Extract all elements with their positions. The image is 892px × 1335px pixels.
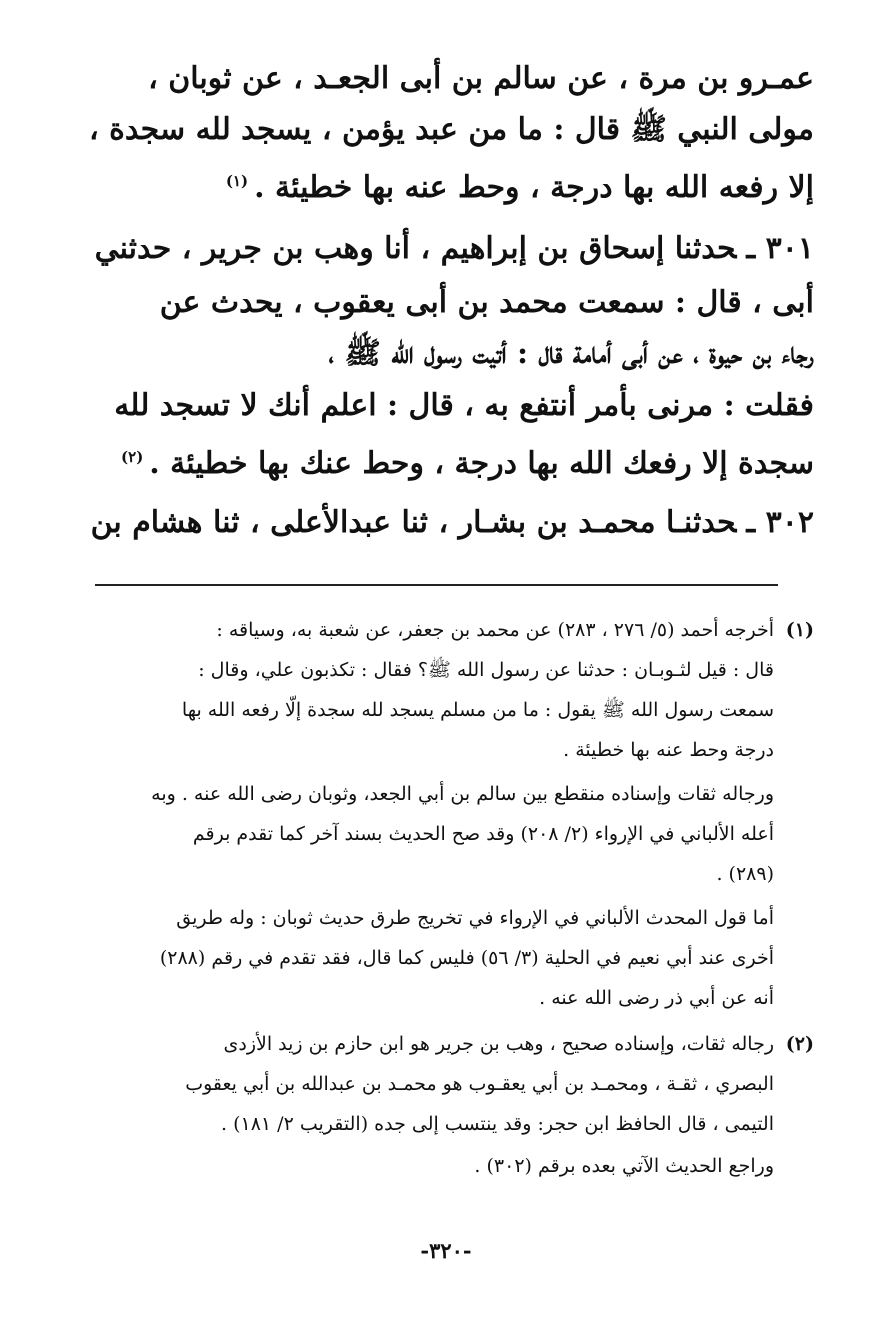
text-line	[226, 158, 814, 211]
footnote-2-first-line	[224, 1028, 815, 1060]
footnote-line: البصري ، ثقـة ، ومحمـد بن أبي يعقـوب هو محمـد بن عبدالله بن أبي يعقوب	[185, 1073, 774, 1095]
footnote-ref-2: (٢)	[121, 448, 144, 466]
footnote-line: أخرى عند أبي نعيم في الحلية (٣/ ٥٦) فليس كما قال، فقد تقدم في رقم (٢٨٨)	[159, 947, 774, 969]
hadith-number: ٣٠٢ ـ	[746, 505, 814, 540]
footnote-text: أخرجه أحمد (٥/ ٢٧٦ ، ٢٨٣) عن محمد بن جعفر، عن شعبة به، وسياقه :	[216, 619, 774, 641]
footnote-line: التيمى ، قال الحافظ ابن حجر: وقد ينتسب إلى جده (التقريب ٢/ ١٨١) .	[221, 1113, 774, 1135]
hadith-301-first-line	[95, 226, 814, 272]
footnote-line: أما قول المحدث الألباني في الإرواء في تخريج طرق حديث ثوبان : وله طريق	[176, 907, 774, 929]
hadith-302-first-line	[91, 500, 814, 546]
footnote-line: (٢٨٩) .	[716, 863, 774, 885]
page-number: -٣٢٠-	[420, 1238, 472, 1263]
footnote-separator	[95, 584, 778, 586]
footnote-marker: (٢)	[785, 1033, 814, 1055]
text-line-content: حدثنا إسحاق بن إبراهيم ، أنا وهب بن جرير ، حدثني	[94, 231, 737, 266]
footnote-line: سمعت رسول الله ﷺ يقول : ما من مسلم يسجد لله سجدة إلّا رفعه الله بها	[181, 699, 774, 721]
footnote-line: ورجاله ثقات وإسناده منقطع بين سالم بن أبي الجعد، وثوبان رضى الله عنه . وبه	[151, 783, 774, 805]
text-line-content: سجدة إلا رفعك الله بها درجة ، وحط عنك بها خطيئة .	[149, 446, 814, 481]
text-line: مولى النبي ﷺ قال : ما من عبد يؤمن ، يسجد لله سجدة ،	[89, 112, 814, 147]
footnote-ref-1: (١)	[225, 172, 249, 190]
footnote-line: درجة وحط عنه بها خطيئة .	[563, 739, 774, 761]
text-line: فقلت : مرنى بأمر أنتفع به ، قال : اعلم أنك لا تسجد لله	[114, 388, 814, 423]
footnote-text: رجاله ثقات، وإسناده صحيح ، وهب بن جرير هو ابن حازم بن زيد الأزدى	[223, 1033, 774, 1055]
text-line: أبى ، قال : سمعت محمد بن أبى يعقوب ، يحدث عن	[159, 285, 814, 320]
text-line-content: إلا رفعه الله بها درجة ، وحط عنه بها خطيئة .	[254, 170, 814, 205]
footnote-line: قال : قيل لثـوبـان : حدثنا عن رسول الله ﷺ؟ فقال : تكذبون علي، وقال :	[198, 659, 774, 681]
footnote-line: أنه عن أبي ذر رضى الله عنه .	[539, 987, 774, 1009]
footnote-marker: (١)	[785, 619, 814, 641]
text-line	[121, 434, 814, 487]
footnote-line: وراجع الحديث الآتي بعده برقم (٣٠٢) .	[474, 1155, 774, 1177]
text-line: عمـرو بن مرة ، عن سالم بن أبى الجعـد ، عن ثوبان ،	[148, 61, 814, 96]
text-line: رجاء بن حيوة ، عن أبى أمامة قال : أتيت رسول الله ﷺ ،	[328, 336, 814, 371]
footnote-1-first-line	[216, 614, 814, 646]
hadith-number: ٣٠١ ـ	[746, 231, 814, 266]
footnote-line: أعله الألباني في الإرواء (٢/ ٢٠٨) وقد صح الحديث بسند آخر كما تقدم برقم	[192, 823, 774, 845]
text-line-content: حدثنـا محمـد بن بشـار ، ثنا عبدالأعلى ، ثنا هشام بن	[90, 505, 737, 540]
